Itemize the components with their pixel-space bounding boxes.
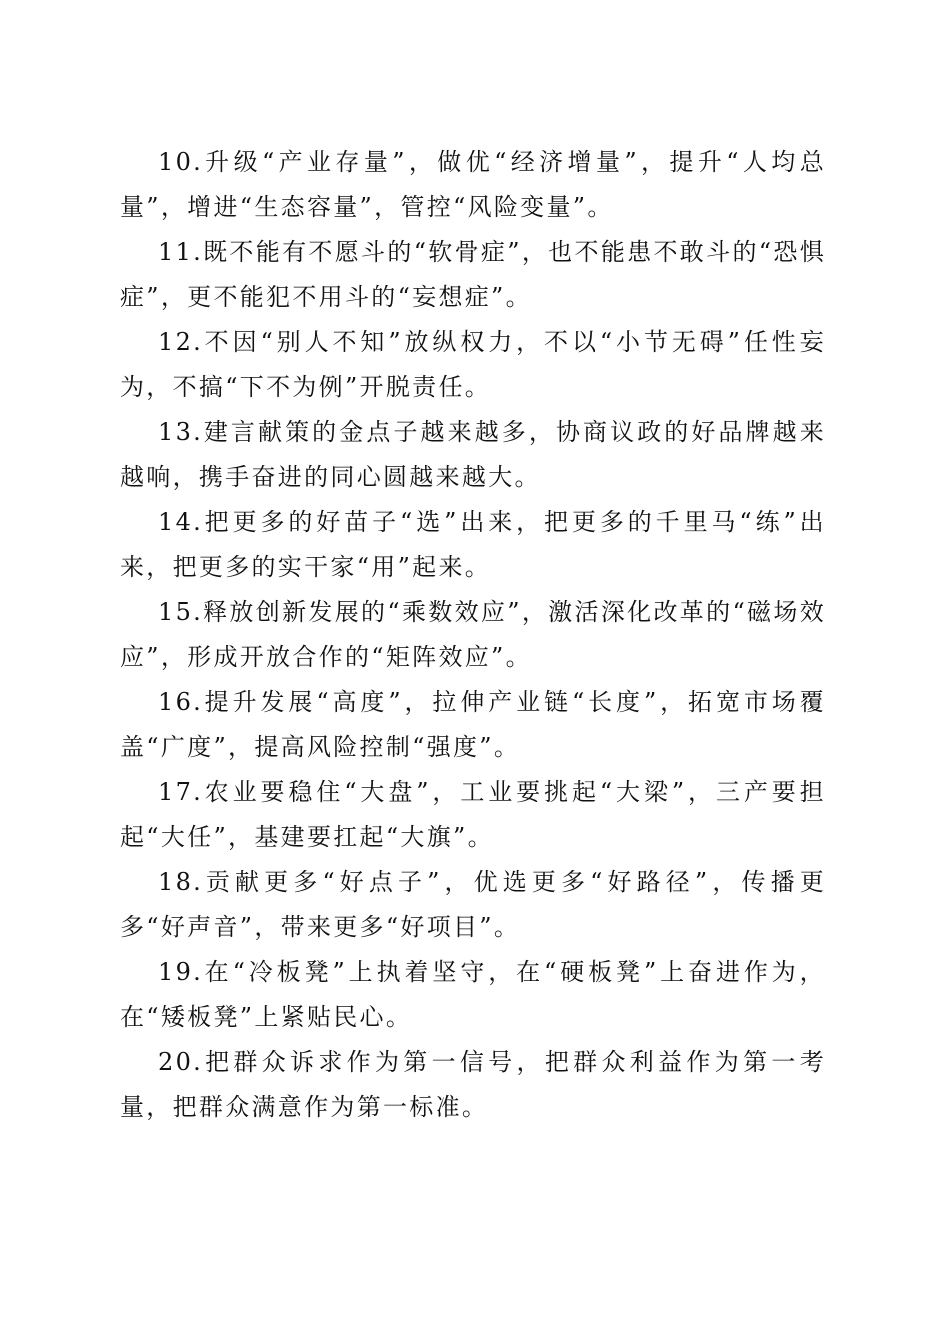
paragraph-item-14: 14.把更多的好苗子“选”出来，把更多的千里马“练”出来，把更多的实干家“用”起来。 (120, 508, 826, 581)
paragraph-item-16: 16.提升发展“高度”，拉伸产业链“长度”，拓宽市场覆盖“广度”，提高风险控制“强度”。 (120, 688, 826, 761)
document-body (120, 140, 826, 1130)
paragraph-item-11: 11.既不能有不愿斗的“软骨症”，也不能患不敢斗的“恐惧症”，更不能犯不用斗的“妄想症”。 (120, 238, 826, 311)
paragraph-item-13: 13.建言献策的金点子越来越多，协商议政的好品牌越来越响，携手奋进的同心圆越来越大。 (120, 418, 826, 491)
paragraph-item-12: 12.不因“别人不知”放纵权力，不以“小节无碍”任性妄为，不搞“下不为例”开脱责任。 (120, 328, 826, 401)
paragraph-item-18: 18.贡献更多“好点子”，优选更多“好路径”，传播更多“好声音”，带来更多“好项目”。 (120, 868, 826, 941)
paragraph-item-17: 17.农业要稳住“大盘”，工业要挑起“大梁”，三产要担起“大任”，基建要扛起“大旗”。 (120, 778, 826, 851)
paragraph-item-10: 10.升级“产业存量”，做优“经济增量”，提升“人均总量”，增进“生态容量”，管控“风险变量”。 (120, 148, 826, 221)
paragraph-item-19: 19.在“冷板凳”上执着坚守，在“硬板凳”上奋进作为，在“矮板凳”上紧贴民心。 (120, 958, 826, 1031)
paragraph-item-15: 15.释放创新发展的“乘数效应”，激活深化改革的“磁场效应”，形成开放合作的“矩阵效应”。 (120, 598, 826, 671)
paragraph-item-20: 20.把群众诉求作为第一信号，把群众利益作为第一考量，把群众满意作为第一标准。 (120, 1048, 826, 1121)
